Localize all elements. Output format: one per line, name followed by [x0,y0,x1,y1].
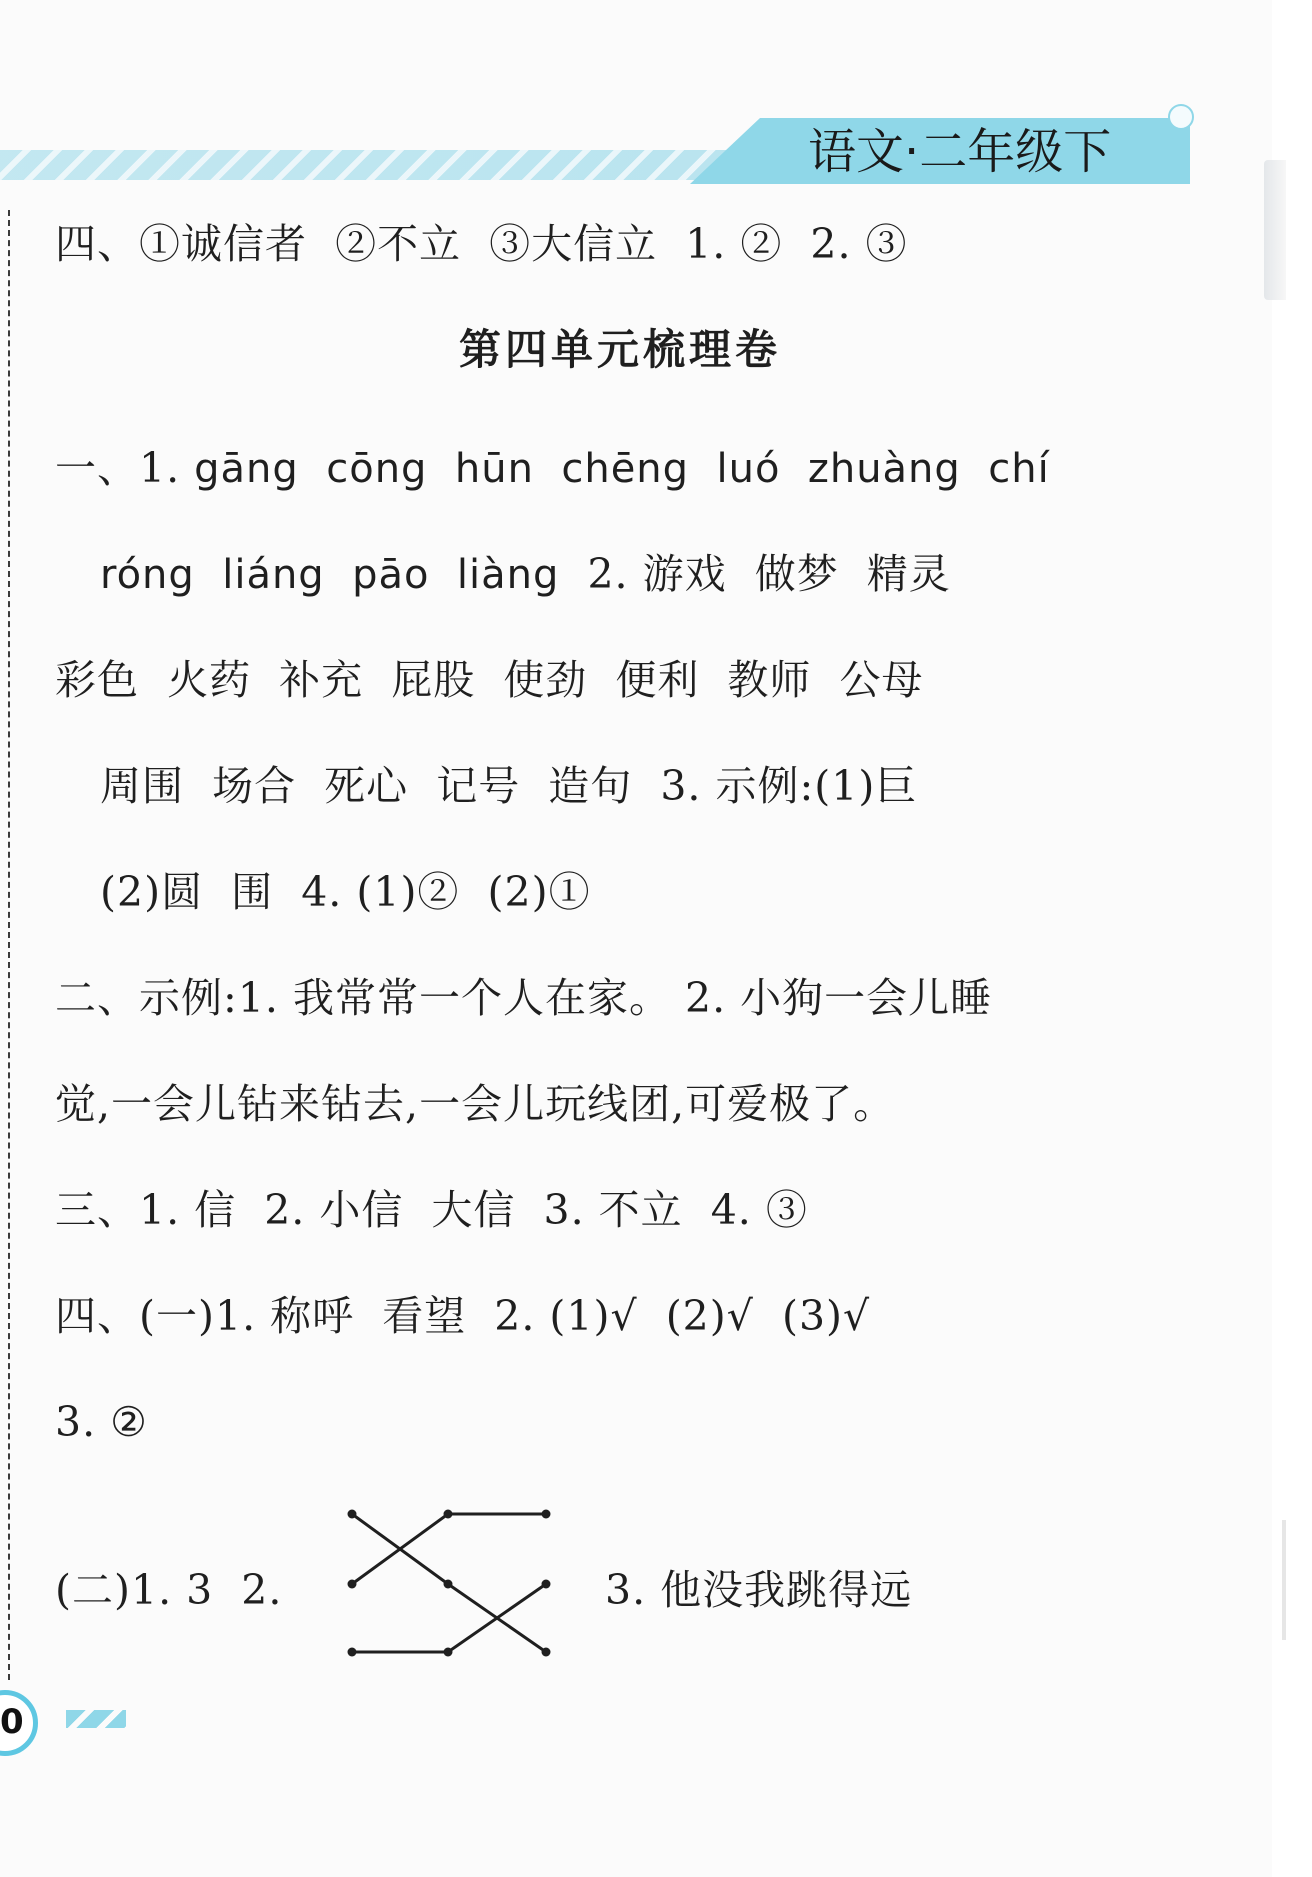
q4-line-2: 3. ② [55,1398,148,1446]
page-number: 0 [0,1702,24,1742]
match-dot-left-2 [348,1580,357,1589]
q2-line-2: 觉,一会儿钻来钻去,一会儿玩线团,可爱极了。 [55,1080,896,1128]
match-dot-left-1 [348,1510,357,1519]
q2-line-1: 二、示例:1. 我常常一个人在家。 2. 小狗一会儿睡 [55,974,993,1022]
q4-line-3-part2: 3. 他没我跳得远 [605,1566,913,1614]
match-dot-right-2 [542,1580,551,1589]
edge-line [1282,1520,1286,1640]
prev-section-answers: 四、①诚信者 ②不立 ③大信立 1. ② 2. ③ [55,220,908,268]
header-title: 语文·二年级下 [808,124,1112,180]
match-dot-right-1 [542,1510,551,1519]
match-dot-mid-1 [444,1510,453,1519]
unit-title: 第四单元梳理卷 [458,325,781,374]
q1-line-2 [100,546,951,603]
footer-stripe [66,1710,126,1728]
match-dot-mid-3 [444,1648,453,1657]
binding-shadow [1264,160,1286,300]
match-dot-left-3 [348,1648,357,1657]
q1-line-3: 彩色 火药 补充 屁股 使劲 便利 教师 公母 [55,656,924,704]
q4-line-3-part1: (二)1. 3 2. [55,1566,283,1614]
q4-line-1: 四、(一)1. 称呼 看望 2. (1)√ (2)√ (3)√ [55,1292,871,1340]
q1-line-2-rest: 2. 游戏 做梦 精灵 [559,550,951,598]
q1-line-5: (2)圆 围 4. (1)② (2)① [100,868,591,916]
q1-line-1 [55,440,1050,497]
matching-diagram [340,1500,560,1680]
q3-line-1: 三、1. 信 2. 小信 大信 3. 不立 4. ③ [55,1186,808,1234]
header-stripe-fade [0,150,760,180]
q1-line-1-prefix: 一、1. [55,444,195,492]
q1-line-4: 周围 场合 死心 记号 造句 3. 示例:(1)巨 [100,762,918,810]
left-dashed-rule [8,210,10,1680]
match-dot-mid-2 [444,1580,453,1589]
q1-line-1-pinyin: gāng cōng hūn chēng luó zhuàng chí [194,446,1050,492]
q1-line-2-pinyin: róng liáng pāo liàng [100,552,560,598]
match-dot-right-3 [542,1648,551,1657]
